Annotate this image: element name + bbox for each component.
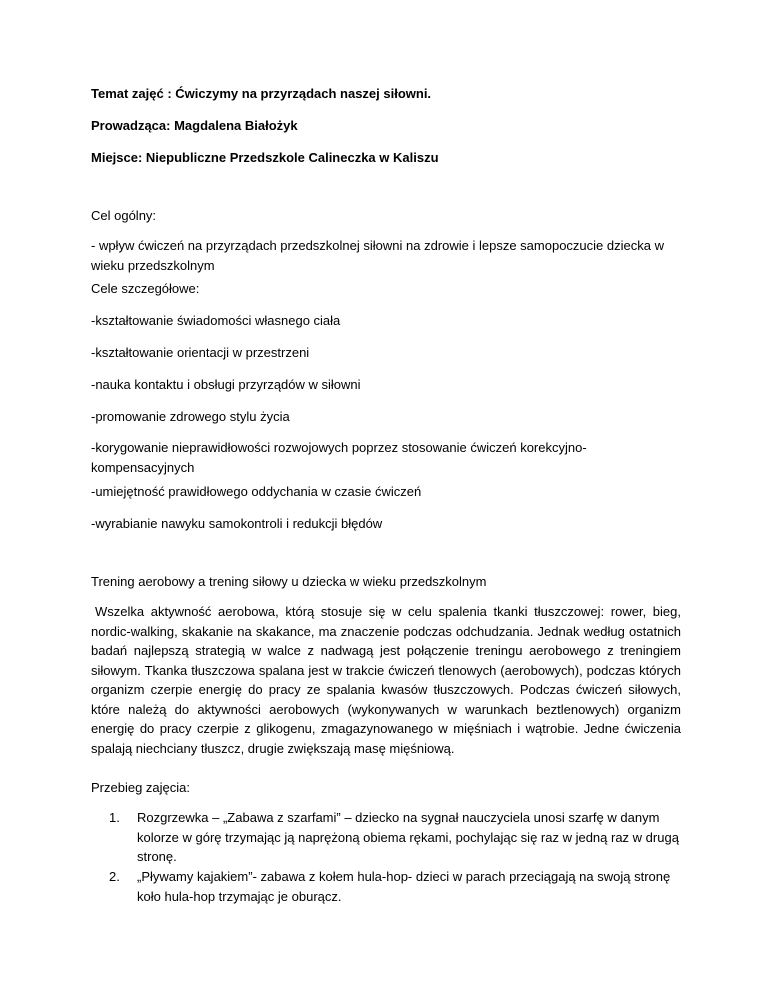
goal-item: -wyrabianie nawyku samokontroli i redukcji błędów — [91, 516, 383, 531]
training-body: Wszelka aktywność aerobowa, którą stosuje się w celu spalenia tkanki tłuszczowej: rower, bieg, nordic-walking, skakanie na skakance, ma znaczenie podczas odchudzania. Jednak według ostatnich badań najlepszą strategią w walce z nadwagą jest połączenie treningu aerobowego z treningiem siłowym. Tkanka tłuszczowa spalana jest w trakcie ćwiczeń tlenowych (aerobowych), podczas których organizm czerpie energię do pracy ze spalania kwasów tłuszczowych. Podczas ćwiczeń siłowych, które należą do aktywności aerobowych (wykonywanych w warunkach beztlenowych) organizm energię do pracy czerpie z glikogenu, zmagazynowanego w mięśniach i wątrobie. Jedne ćwiczenia spalają niechciany tłuszcz, drugie zwiększają masę mięśniową. — [91, 604, 681, 756]
list-text: „Pływamy kajakiem”- zabawa z kołem hula-hop- dzieci w parach przeciągają na swoją stronę koło hula-hop trzymając je oburącz. — [137, 869, 671, 904]
list-number: 1. — [109, 810, 120, 825]
goals-specific-heading: Cele szczegółowe: — [91, 281, 200, 296]
list-text: Rozgrzewka – „Zabawa z szarfami” – dziecko na sygnał nauczyciela unosi szarfę w danym kolorze w górę trzymając ją naprężoną obiema rękami, pochylając się raz w jedną raz w drugą stronę. — [137, 810, 679, 864]
teacher-line: Prowadząca: Magdalena Białożyk — [91, 118, 298, 133]
goal-item: -kształtowanie orientacji w przestrzeni — [91, 345, 310, 360]
goal-item: -umiejętność prawidłowego oddychania w czasie ćwiczeń — [91, 484, 422, 499]
list-item — [109, 867, 681, 906]
goal-general-text: - wpływ ćwiczeń na przyrządach przedszkolnej siłowni na zdrowie i lepsze samopoczucie dziecka w wieku przedszkolnym — [91, 238, 664, 273]
course-heading: Przebieg zajęcia: — [91, 780, 190, 795]
goal-general-heading: Cel ogólny: — [91, 208, 157, 223]
list-item — [109, 808, 681, 867]
goal-item: -nauka kontaktu i obsługi przyrządów w siłowni — [91, 377, 361, 392]
training-heading: Trening aerobowy a trening siłowy u dziecka w wieku przedszkolnym — [91, 574, 487, 589]
place-line: Miejsce: Niepubliczne Przedszkole Calineczka w Kaliszu — [91, 150, 439, 165]
topic-line: Temat zajęć : Ćwiczymy na przyrządach naszej siłowni. — [91, 86, 432, 101]
goal-item: -promowanie zdrowego stylu życia — [91, 409, 290, 424]
goal-item: -korygowanie nieprawidłowości rozwojowych poprzez stosowanie ćwiczeń korekcyjno-kompensacyjnych — [91, 440, 587, 475]
goal-item: -kształtowanie świadomości własnego ciała — [91, 313, 341, 328]
list-number: 2. — [109, 869, 120, 884]
